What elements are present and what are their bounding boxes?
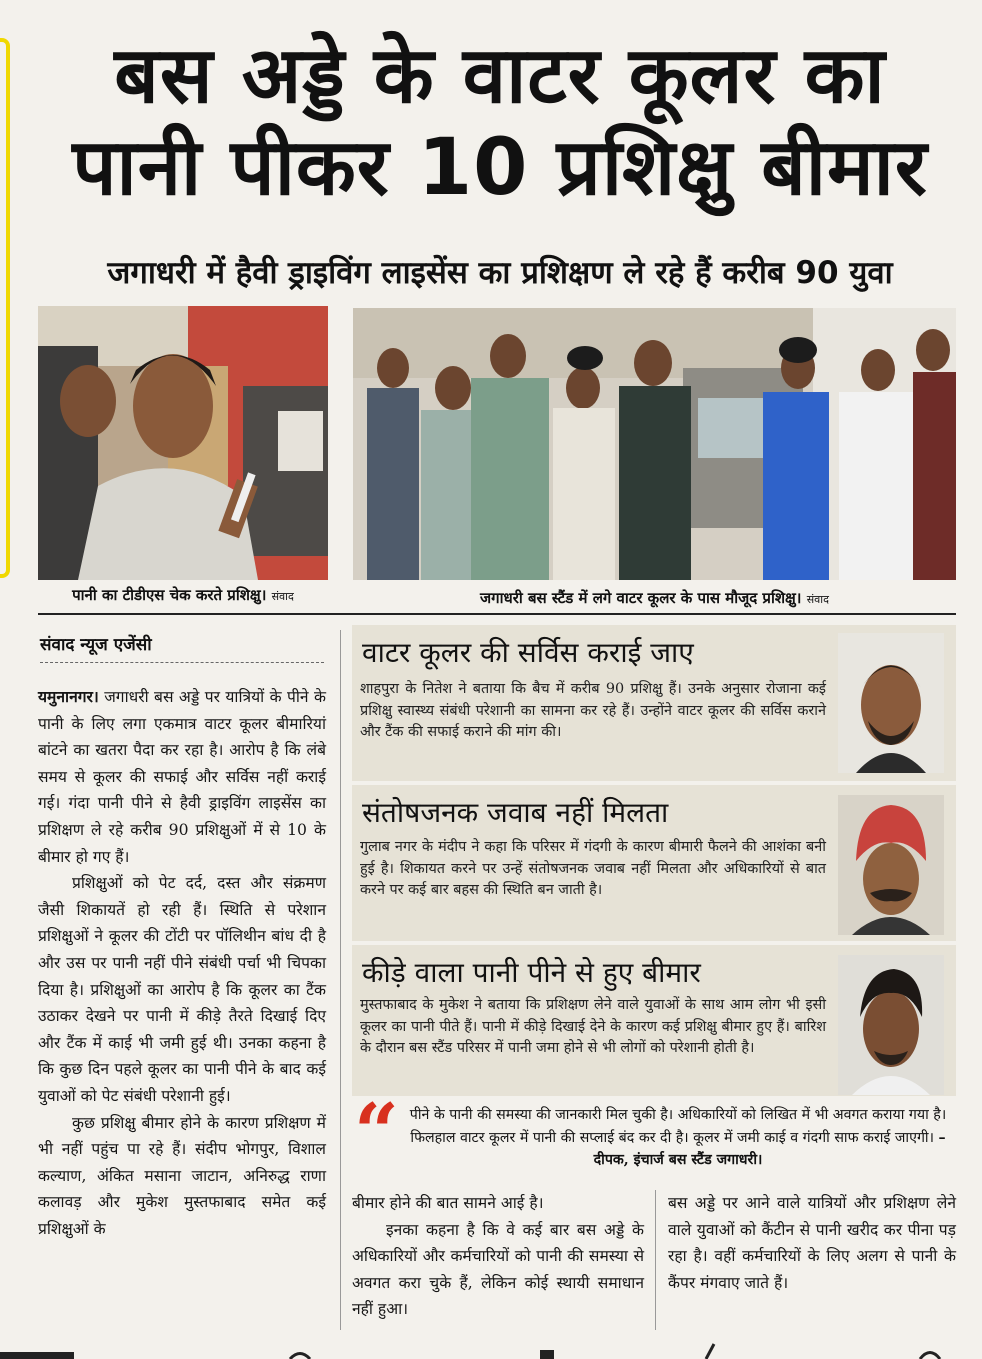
headline	[40, 30, 960, 214]
column-3-paragraph-1: बस अड्डे पर आने वाले यात्रियों और प्रशिक्षण लेने वाले युवाओं को कैंटीन से पानी खरीद कर पीना पड़ रहा है। वहीं कर्मचारियों के लिए अलग से पानी के कैंपर मंगवाए जाते हैं।	[668, 1194, 956, 1292]
sidebar-box-1	[352, 625, 956, 785]
portrait-mukesh	[838, 955, 944, 1095]
bottom-crop-marks	[0, 1340, 982, 1359]
byline: संवाद न्यूज एजेंसी	[40, 635, 152, 655]
official-quote	[352, 1087, 956, 1182]
portrait-mandeep	[838, 795, 944, 935]
sidebar-box-2	[352, 785, 956, 945]
column-2-paragraph-1: बीमार होने की बात सामने आई है।	[352, 1194, 544, 1212]
dateline: यमुनानगर।	[38, 688, 99, 706]
column-1-paragraph-1-text: जगाधरी बस अड्डे पर यात्रियों के पीने के पानी के लिए लगा एकमात्र वाटर कूलर बीमारियां बांटने का खतरा पैदा कर रहा है। आरोप है कि लंबे समय से कूलर की सफाई और सर्विस नहीं कराई गई। गंदा पानी पीने से हैवी ड्राइविंग लाइसेंस का प्रशिक्षण ले रहे करीब 90 प्रशिक्षुओं में से 10 के बीमार हो गए हैं।	[38, 688, 326, 866]
caption-right-credit: संवाद	[806, 593, 829, 606]
sidebar-box-3-text: मुस्तफाबाद के मुकेश ने बताया कि प्रशिक्षण लेने वाले युवाओं के साथ आम लोग भी इसी कूलर का पानी पीते हैं। पानी में कीड़े दिखाई देने के कारण कई प्रशिक्षु बीमार हुए हैं। बारिश के दौरान बस स्टैंड परिसर में पानी जमा होने से भी लोगों को परेशानी होती है।	[360, 997, 826, 1056]
sidebar-box-1-title: वाटर कूलर की सर्विस कराई जाए	[362, 636, 694, 669]
photo-tds-check	[38, 306, 328, 580]
column-2-paragraph-2: इनका कहना है कि वे कई बार बस अड्डे के अधिकारियों और कर्मचारियों को पानी की समस्या से अवगत करा चुके हैं, लेकिन कोई स्थायी समाधान नहीं हुआ।	[352, 1220, 644, 1319]
caption-right-text: जगाधरी बस स्टैंड में लगे वाटर कूलर के पास मौजूद प्रशिक्षु।	[480, 589, 802, 607]
column-1-paragraph-2: प्रशिक्षुओं को पेट दर्द, दस्त और संक्रमण जैसी शिकायतें हो रही हैं। स्थिति से परेशान प्रशिक्षुओं ने कूलर की टोंटी पर पॉलिथीन बांध दी है और उस पर पानी नहीं पीने संबंधी पर्चा भी चिपका दिया है। प्रशिक्षुओं का आरोप है कि कूलर का टैंक उठाकर देखने पर पानी में कीड़े तैरते दिखाई दिए और टैंक में काई भी जमी हुई थी। उनका कहना है कि कुछ दिन पहले कूलर का पानी पीने के बाद कई युवाओं को पेट संबंधी परेशानी हुई।	[38, 874, 326, 1105]
byline-divider	[40, 662, 324, 663]
quote-mark-icon: “	[354, 1087, 399, 1178]
column-1-paragraph-1	[38, 684, 326, 870]
quote-attribution: – दीपक, इंचार्ज बस स्टैंड जगाधरी।	[593, 1129, 946, 1168]
portrait-nitesh	[838, 633, 944, 773]
column-1-paragraph-3: कुछ प्रशिक्षु बीमार होने के कारण प्रशिक्षण में भी नहीं पहुंच पा रहे हैं। संदीप भोगपुर, विशाल कल्याण, अंकित मसाना जाटान, अनिरुद्ध राणा कलावड़ और मुकेश मुस्तफाबाद समेत कई प्रशिक्षुओं के	[38, 1113, 326, 1238]
caption-left	[38, 584, 328, 608]
subheadline: जगाधरी में हैवी ड्राइविंग लाइसेंस का प्रशिक्षण ले रहे हैं करीब 90 युवा	[107, 255, 893, 291]
sidebar-box-3-title: कीड़े वाला पानी पीने से हुए बीमार	[362, 956, 701, 989]
yellow-edge-decoration	[0, 38, 10, 578]
sidebar-box-2-text: गुलाब नगर के मंदीप ने कहा कि परिसर में गंदगी के कारण बीमारी फैलने की आशंका बनी हुई है। शिकायत करने पर उन्हें संतोषजनक जवाब नहीं मिलता और अधिकारियों से बात करने पर कई बार बहस की स्थिति बन जाती है।	[360, 839, 826, 898]
caption-left-credit: संवाद	[271, 590, 294, 603]
article-column-1	[38, 684, 326, 1242]
column-divider-1	[340, 630, 341, 1330]
caption-left-text: पानी का टीडीएस चेक करते प्रशिक्षु।	[72, 586, 267, 604]
headline-line-1: बस अड्डे के वाटर कूलर का	[114, 31, 886, 121]
headline-line-2: पानी पीकर 10 प्रशिक्षु बीमार	[72, 123, 928, 213]
quote-text-block	[402, 1104, 954, 1172]
article-column-3	[668, 1190, 956, 1296]
section-divider	[38, 613, 956, 615]
article-column-2	[352, 1190, 644, 1323]
sidebar-box-2-title: संतोषजनक जवाब नहीं मिलता	[362, 796, 669, 829]
sidebar-box-3	[352, 945, 956, 1100]
sidebar-box-1-text: शाहपुरा के नितेश ने बताया कि बैच में करीब 90 प्रशिक्षु हैं। उनके अनुसार रोजाना कई प्रशिक्षु स्वास्थ्य संबंधी परेशानी का सामना कर रहे हैं। उन्होंने वाटर कूलर की सर्विस कराने और टैंक की सफाई कराने की मांग की।	[360, 681, 826, 740]
column-divider-2	[655, 1190, 656, 1330]
caption-right	[353, 587, 956, 611]
quote-text: पीने के पानी की समस्या की जानकारी मिल चुकी है। अधिकारियों को लिखित में भी अवगत कराया गया है। फिलहाल वाटर कूलर में पानी की सप्लाई बंद कर दी है। कूलर में जमी काई व गंदगी साफ कराई जाएगी।	[409, 1107, 947, 1146]
photo-group-at-cooler	[353, 308, 956, 580]
